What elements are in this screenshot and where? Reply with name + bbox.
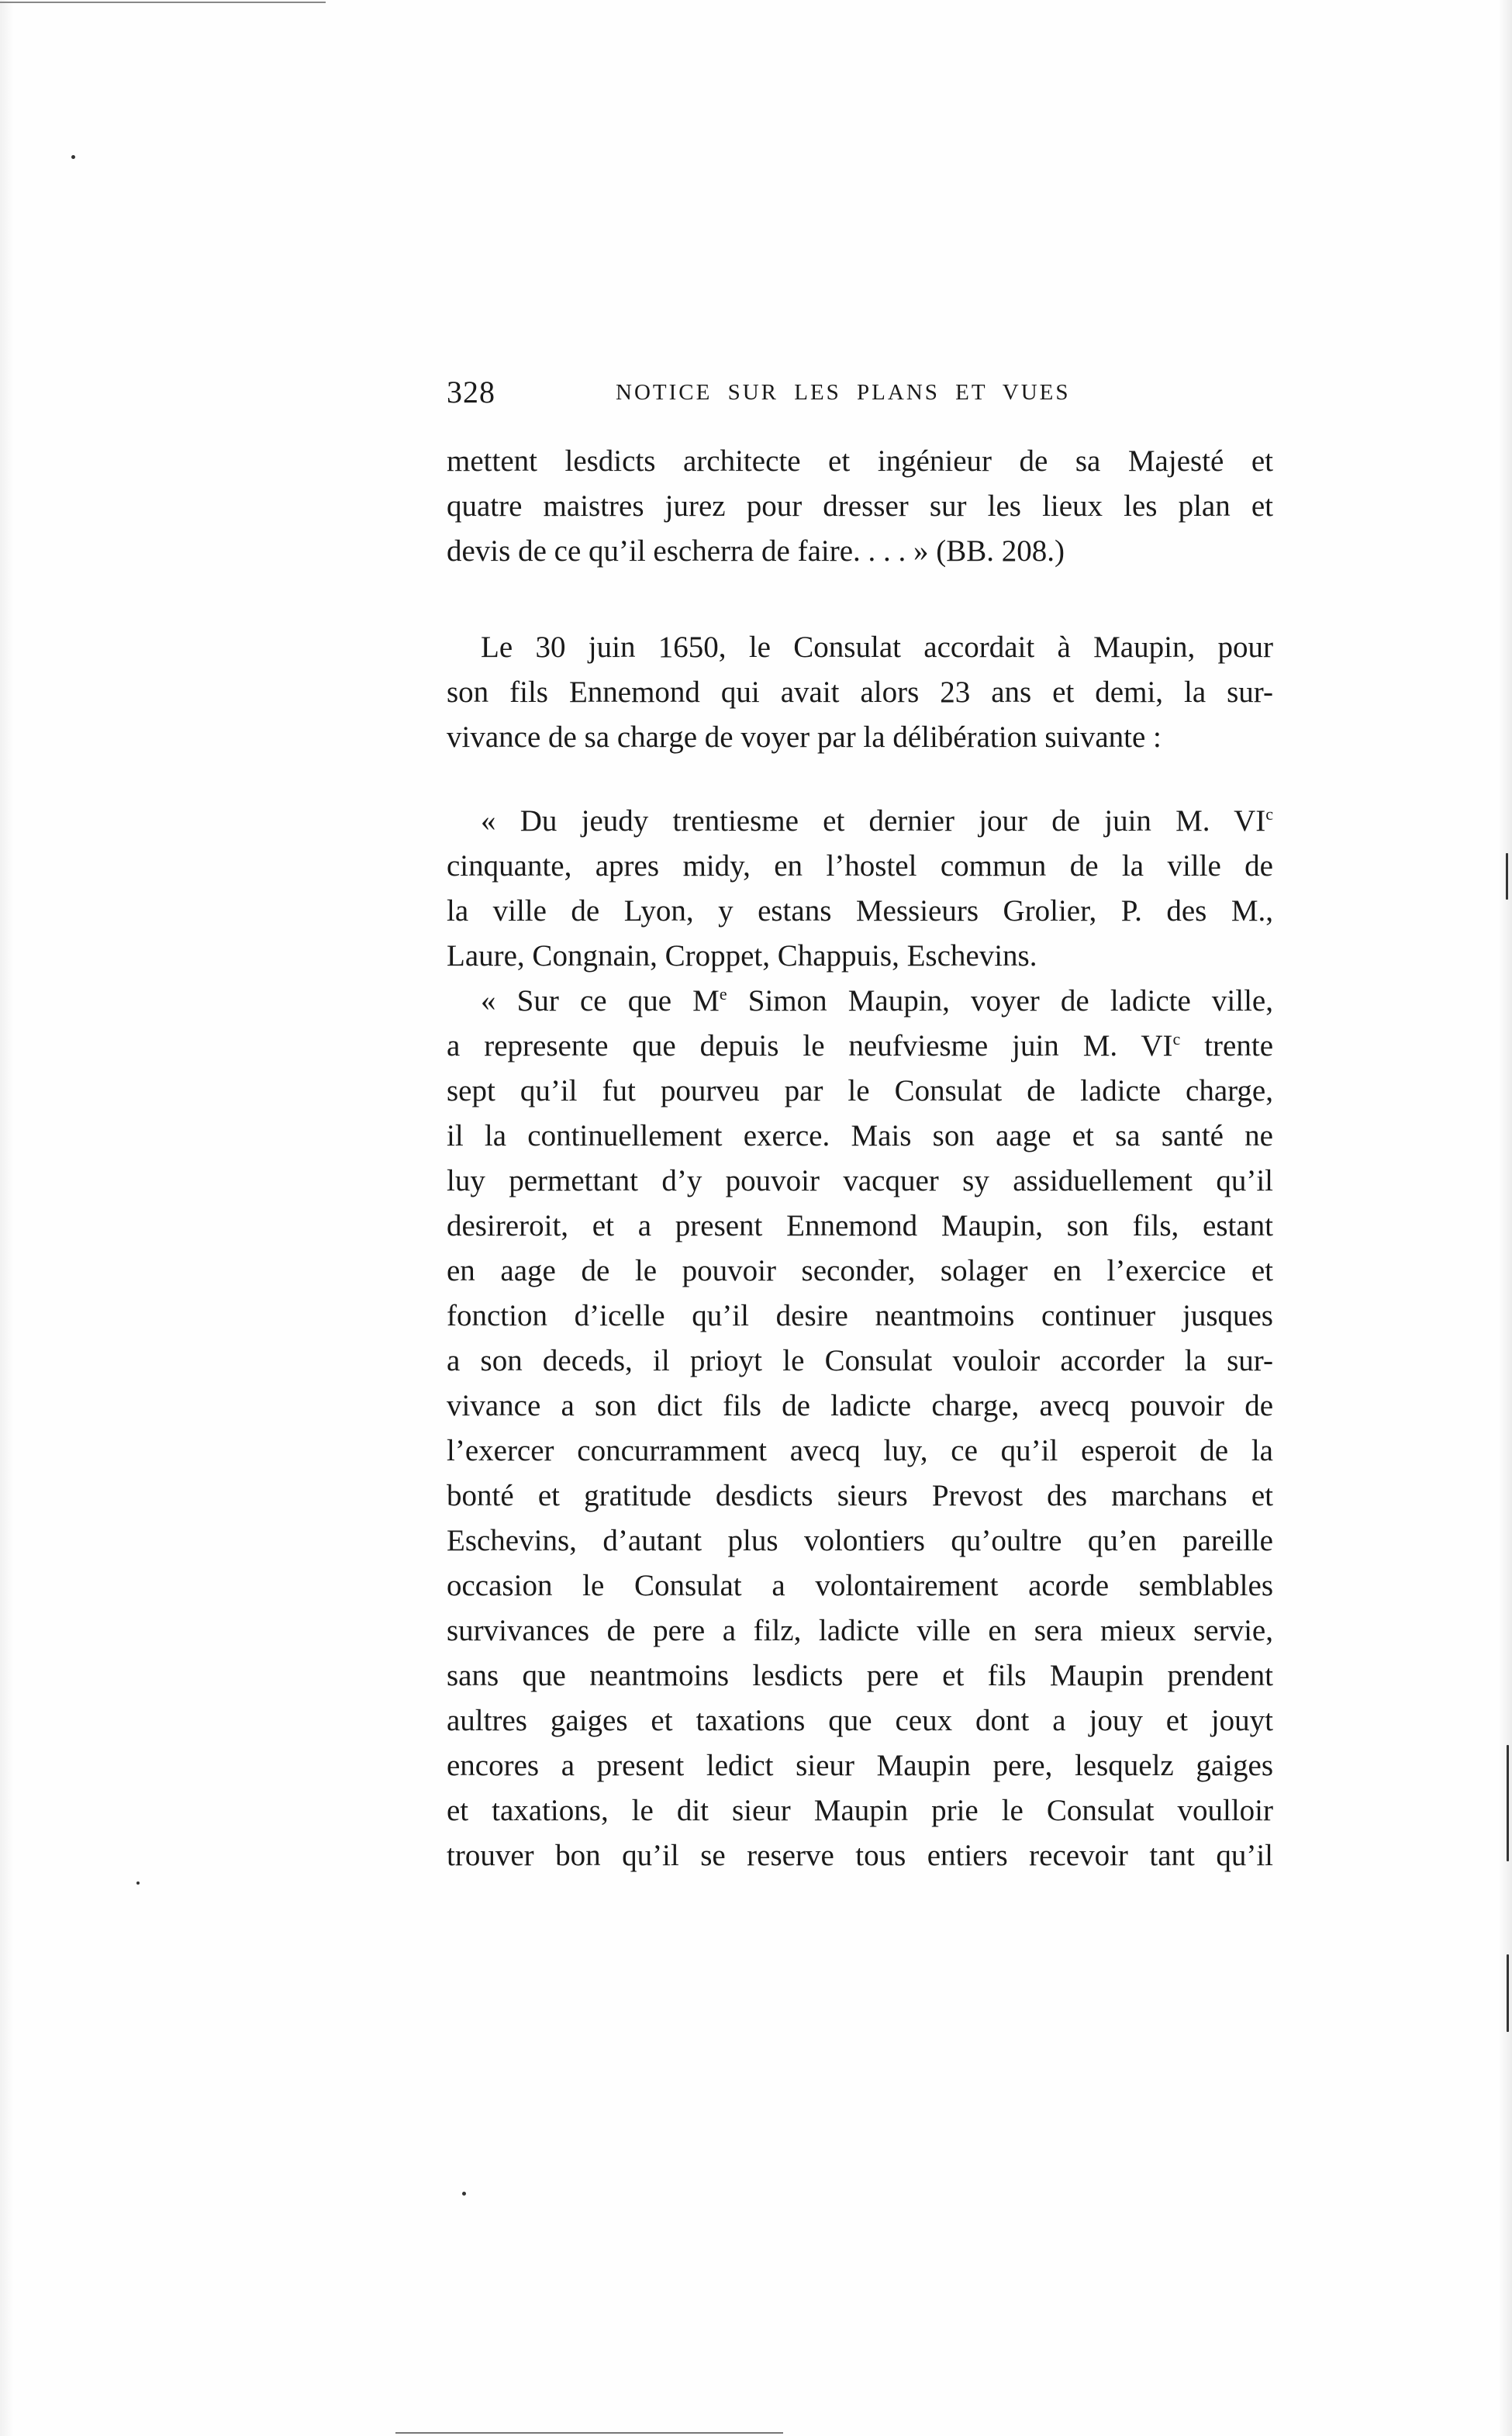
text-span: « Du jeudy trentiesme et dernier jour de juin M. VI [481,804,1266,838]
text-line: quatre maistres jurez pour dresser sur les lieux les plan et [447,489,1273,523]
text-span: « Sur ce que M [481,984,720,1018]
superscript: c [1265,804,1273,824]
scan-shadow-right [1498,0,1512,2436]
page-header [447,374,1273,420]
scan-speck [1507,1745,1509,1861]
text-line: devis de ce qu’il escherra de faire. . . . » (BB. 208.) [447,534,1065,568]
text-line: a son deceds, il prioyt le Consulat vouloir accorder la sur- [447,1344,1273,1377]
scan-speck [136,1881,140,1885]
text-line: en aage de le pouvoir seconder, solager en l’exercice et [447,1254,1273,1287]
running-head: NOTICE SUR LES PLANS ET VUES [616,380,1071,405]
text-span: a represente que depuis le neufviesme juin M. VI [447,1029,1173,1063]
text-line: encores a present ledict sieur Maupin pere, lesquelz gaiges [447,1749,1273,1782]
text-line: sept qu’il fut pourveu par le Consulat de ladicte charge, [447,1074,1273,1107]
text-line: bonté et gratitude desdicts sieurs Prevost des marchans et [447,1479,1273,1512]
text-line: la ville de Lyon, y estans Messieurs Grolier, P. des M., [447,894,1273,928]
text-line: occasion le Consulat a volontairement acorde semblables [447,1569,1273,1602]
text-line: Le 30 juin 1650, le Consulat accordait à Maupin, pour [481,631,1273,664]
text-line: Eschevins, d’autant plus volontiers qu’oultre qu’en pareille [447,1524,1273,1557]
scan-speck [462,2192,466,2196]
text-line: cinquante, apres midy, en l’hostel commun de la ville de [447,849,1273,883]
page-number: 328 [447,375,495,409]
text-span: Simon Maupin, voyer de ladicte ville, [727,984,1273,1018]
text-line: sans que neantmoins lesdicts pere et fils Maupin prendent [447,1659,1273,1692]
text-line: vivance de sa charge de voyer par la délibération suivante : [447,720,1162,754]
superscript: e [719,984,727,1004]
text-line: vivance a son dict fils de ladicte charge, avecq pouvoir de [447,1389,1273,1422]
text-line: l’exercer concurramment avecq luy, ce qu’il esperoit de la [447,1434,1273,1467]
text-line: et taxations, le dit sieur Maupin prie le Consulat voulloir [447,1794,1273,1827]
scan-speck [0,2,326,3]
text-line: trouver bon qu’il se reserve tous entiers recevoir tant qu’il [447,1839,1273,1872]
text-line: luy permettant d’y pouvoir vacquer sy assiduellement qu’il [447,1164,1273,1197]
text-line: il la continuellement exerce. Mais son aage et sa santé ne [447,1119,1273,1152]
scan-speck [395,2432,783,2434]
text-line: fonction d’icelle qu’il desire neantmoins continuer jusques [447,1299,1273,1332]
scan-shadow-left [0,0,14,2436]
scan-speck [71,155,75,159]
text-line [447,799,1273,844]
text-line: son fils Ennemond qui avait alors 23 ans et demi, la sur- [447,676,1273,709]
text-line: aultres gaiges et taxations que ceux dont a jouy et jouyt [447,1704,1273,1737]
text-span: trente [1180,1029,1273,1063]
superscript: c [1172,1029,1181,1049]
text-line [447,979,1273,1024]
text-line: survivances de pere a filz, ladicte ville en sera mieux servie, [447,1614,1273,1647]
text-line: desireroit, et a present Ennemond Maupin, son fils, estant [447,1209,1273,1242]
text-line: Laure, Congnain, Croppet, Chappuis, Eschevins. [447,939,1037,973]
scan-speck [1507,1954,1509,2032]
text-line [447,1024,1273,1069]
text-line: mettent lesdicts architecte et ingénieur de sa Majesté et [447,444,1273,478]
scan-speck [1506,853,1508,900]
